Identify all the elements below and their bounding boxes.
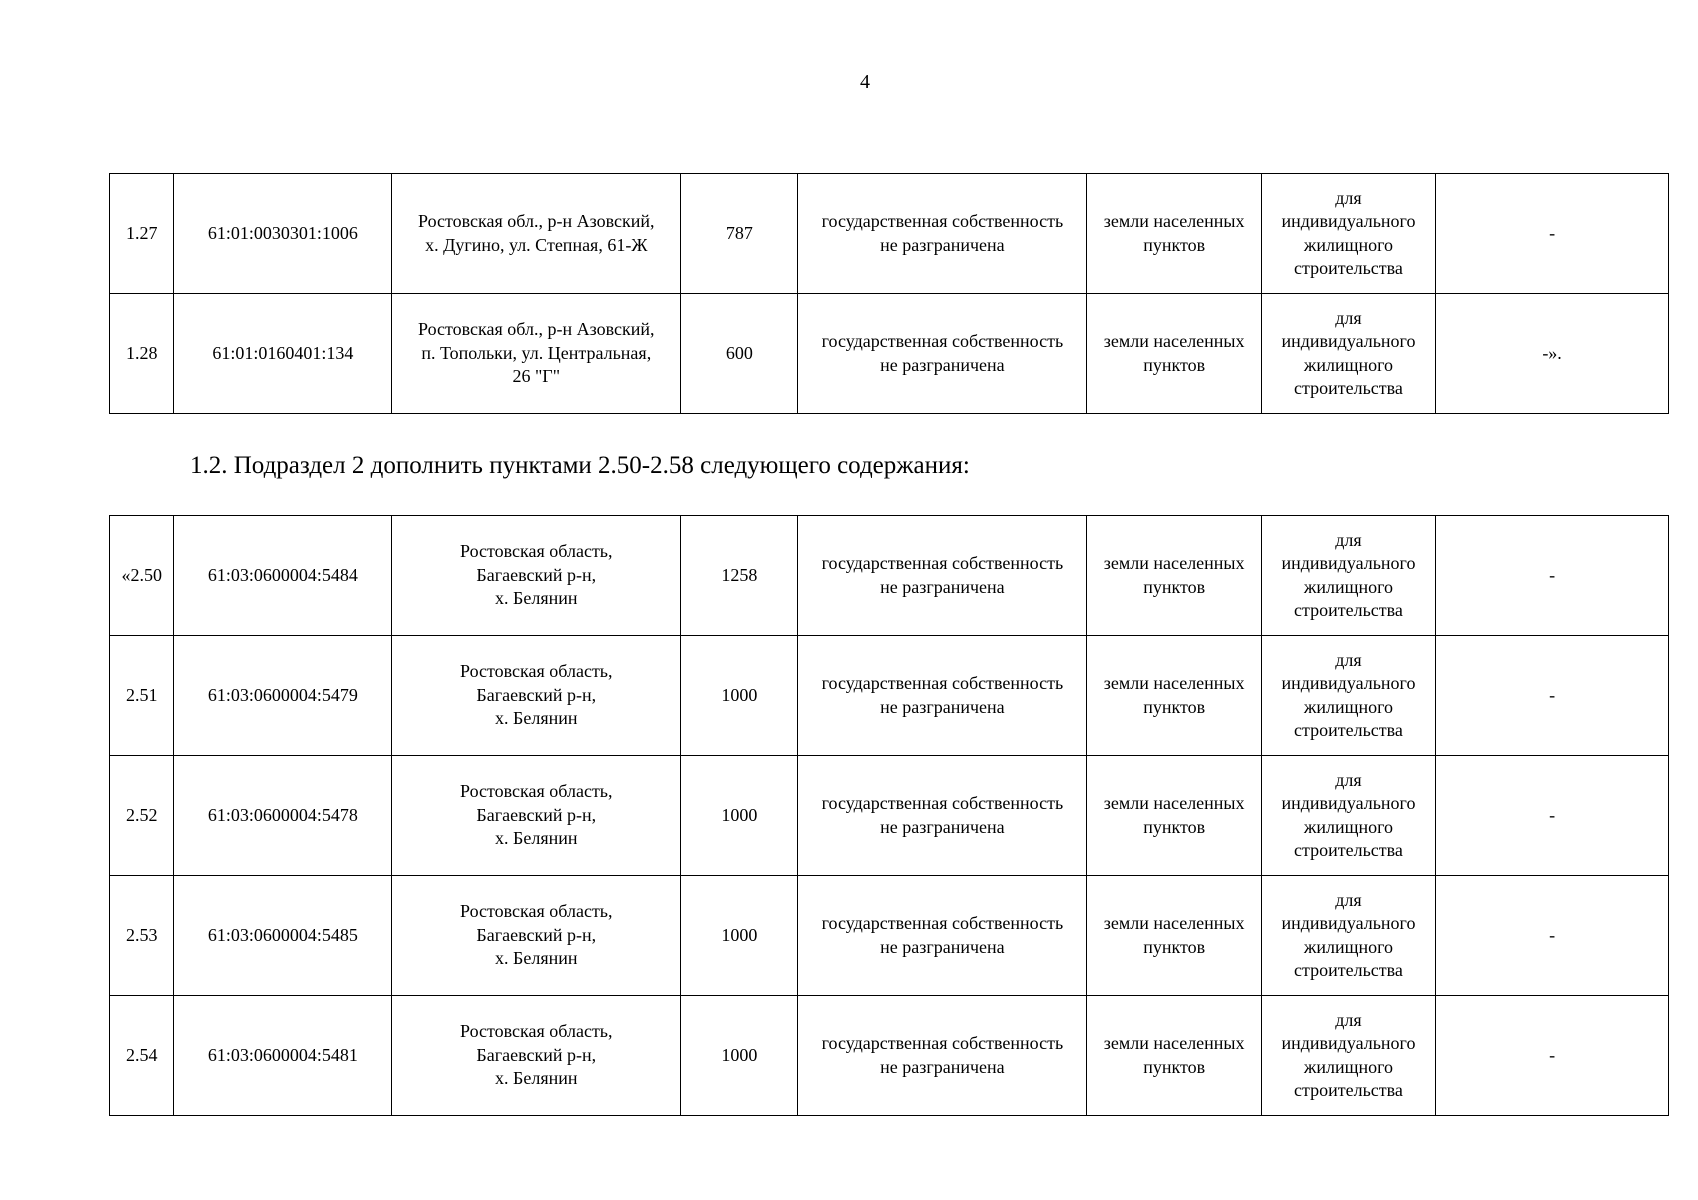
address-line: Ростовская область, — [460, 901, 613, 922]
note-cell: - — [1436, 876, 1669, 996]
address-line: Ростовская область, — [460, 661, 613, 682]
address-line: х. Белянин — [495, 828, 578, 849]
ownership-cell — [798, 174, 1087, 294]
table-body-bottom — [110, 516, 1669, 1116]
land-category-cell — [1087, 516, 1261, 636]
address-line: Багаевский р-н, — [476, 1044, 597, 1065]
address-cell — [392, 876, 681, 996]
note-cell: - — [1436, 756, 1669, 876]
note-cell: - — [1436, 516, 1669, 636]
note-cell: -». — [1436, 294, 1669, 414]
land-category-cell — [1087, 636, 1261, 756]
cadastral-number-cell: 61:03:0600004:5479 — [174, 636, 392, 756]
address-line: х. Белянин — [495, 948, 578, 969]
table-row — [110, 516, 1669, 636]
permitted-use-line: жилищного — [1303, 234, 1394, 255]
permitted-use-line: строительства — [1294, 600, 1403, 620]
row-number-cell: 2.54 — [110, 996, 174, 1116]
permitted-use-line: жилищного — [1303, 816, 1394, 837]
ownership-line: не разграничена — [880, 576, 1005, 597]
ownership-line: государственная собственность — [821, 331, 1064, 351]
address-cell — [392, 636, 681, 756]
permitted-use-line: строительства — [1294, 1080, 1403, 1100]
ownership-line: государственная собственность — [821, 793, 1064, 813]
area-cell: 1000 — [681, 876, 798, 996]
table-row — [110, 174, 1669, 294]
ownership-cell — [798, 294, 1087, 414]
land-category-line: пунктов — [1143, 354, 1206, 375]
land-category-line: пунктов — [1143, 816, 1206, 837]
note-cell: - — [1436, 636, 1669, 756]
permitted-use-cell — [1261, 294, 1435, 414]
land-category-cell — [1087, 876, 1261, 996]
permitted-use-line: строительства — [1294, 720, 1403, 740]
permitted-use-line: для — [1335, 769, 1362, 790]
address-line: 26 "Г" — [512, 366, 561, 387]
permitted-use-line: строительства — [1294, 840, 1403, 860]
land-category-line: земли населенных — [1103, 913, 1245, 933]
ownership-cell — [798, 516, 1087, 636]
address-line: Ростовская обл., р-н Азовский, — [418, 211, 655, 231]
address-line: Багаевский р-н, — [476, 924, 597, 945]
table-body-top — [110, 174, 1669, 414]
permitted-use-line: жилищного — [1303, 354, 1394, 375]
land-category-line: земли населенных — [1103, 673, 1245, 693]
page-number: 4 — [860, 71, 870, 93]
land-category-line: пунктов — [1143, 1056, 1206, 1077]
address-line: х. Белянин — [495, 1068, 578, 1089]
address-line: п. Топольки, ул. Центральная, — [421, 342, 652, 363]
permitted-use-line: индивидуального — [1281, 793, 1416, 813]
land-category-line: пунктов — [1143, 234, 1206, 255]
row-number-cell: 2.53 — [110, 876, 174, 996]
address-line: х. Белянин — [495, 588, 578, 609]
permitted-use-line: жилищного — [1303, 576, 1394, 597]
note-cell: - — [1436, 174, 1669, 294]
row-number-cell: «2.50 — [110, 516, 174, 636]
ownership-line: не разграничена — [880, 234, 1005, 255]
permitted-use-line: для — [1335, 1009, 1362, 1030]
address-cell — [392, 756, 681, 876]
area-cell: 787 — [681, 174, 798, 294]
permitted-use-line: для — [1335, 649, 1362, 670]
land-category-line: земли населенных — [1103, 331, 1245, 351]
permitted-use-line: индивидуального — [1281, 913, 1416, 933]
address-cell — [392, 294, 681, 414]
land-category-cell — [1087, 174, 1261, 294]
permitted-use-line: жилищного — [1303, 696, 1394, 717]
address-line: Ростовская обл., р-н Азовский, — [418, 319, 655, 340]
ownership-line: государственная собственность — [821, 673, 1064, 693]
ownership-line: не разграничена — [880, 1056, 1005, 1077]
address-line: Багаевский р-н, — [476, 804, 597, 825]
address-line: Багаевский р-н, — [476, 564, 597, 585]
table-row — [110, 756, 1669, 876]
address-line: х. Белянин — [495, 708, 578, 729]
permitted-use-line: жилищного — [1303, 936, 1394, 957]
table-row — [110, 294, 1669, 414]
address-line: х. Дугино, ул. Степная, 61-Ж — [425, 234, 648, 255]
permitted-use-line: индивидуального — [1281, 211, 1416, 231]
address-cell — [392, 174, 681, 294]
permitted-use-cell — [1261, 516, 1435, 636]
table-row — [110, 876, 1669, 996]
permitted-use-line: индивидуального — [1281, 331, 1416, 351]
cadastral-number-cell: 61:03:0600004:5478 — [174, 756, 392, 876]
table-row — [110, 996, 1669, 1116]
cadastral-number-cell: 61:01:0030301:1006 — [174, 174, 392, 294]
row-number-cell: 2.51 — [110, 636, 174, 756]
permitted-use-cell — [1261, 996, 1435, 1116]
area-cell: 1000 — [681, 756, 798, 876]
address-cell — [392, 996, 681, 1116]
land-category-line: пунктов — [1143, 936, 1206, 957]
permitted-use-line: для — [1335, 307, 1362, 328]
permitted-use-cell — [1261, 636, 1435, 756]
ownership-line: не разграничена — [880, 354, 1005, 375]
permitted-use-line: строительства — [1294, 258, 1403, 278]
ownership-line: не разграничена — [880, 936, 1005, 957]
land-category-cell — [1087, 294, 1261, 414]
table-row — [110, 636, 1669, 756]
permitted-use-line: индивидуального — [1281, 673, 1416, 693]
permitted-use-line: для — [1335, 187, 1362, 208]
ownership-line: не разграничена — [880, 816, 1005, 837]
cadastral-number-cell: 61:01:0160401:134 — [174, 294, 392, 414]
address-cell — [392, 516, 681, 636]
row-number-cell: 1.27 — [110, 174, 174, 294]
address-line: Ростовская область, — [460, 781, 613, 802]
permitted-use-line: для — [1335, 529, 1362, 550]
permitted-use-line: строительства — [1294, 960, 1403, 980]
area-cell: 1000 — [681, 996, 798, 1116]
cadastral-number-cell: 61:03:0600004:5485 — [174, 876, 392, 996]
land-category-cell — [1087, 996, 1261, 1116]
permitted-use-line: строительства — [1294, 378, 1403, 398]
ownership-line: не разграничена — [880, 696, 1005, 717]
land-category-line: пунктов — [1143, 576, 1206, 597]
land-category-line: земли населенных — [1103, 793, 1245, 813]
permitted-use-line: для — [1335, 889, 1362, 910]
permitted-use-line: жилищного — [1303, 1056, 1394, 1077]
ownership-line: государственная собственность — [821, 913, 1064, 933]
permitted-use-cell — [1261, 876, 1435, 996]
land-category-line: пунктов — [1143, 696, 1206, 717]
land-category-line: земли населенных — [1103, 211, 1245, 231]
ownership-cell — [798, 876, 1087, 996]
row-number-cell: 1.28 — [110, 294, 174, 414]
ownership-line: государственная собственность — [821, 1033, 1064, 1053]
land-plots-table-top — [109, 173, 1669, 414]
amendment-paragraph: 1.2. Подраздел 2 дополнить пунктами 2.50-2.58 следующего содержания: — [190, 452, 970, 479]
note-cell: - — [1436, 996, 1669, 1116]
row-number-cell: 2.52 — [110, 756, 174, 876]
ownership-line: государственная собственность — [821, 211, 1064, 231]
ownership-cell — [798, 996, 1087, 1116]
ownership-line: государственная собственность — [821, 553, 1064, 573]
cadastral-number-cell: 61:03:0600004:5481 — [174, 996, 392, 1116]
area-cell: 600 — [681, 294, 798, 414]
land-plots-table-bottom — [109, 515, 1669, 1116]
area-cell: 1258 — [681, 516, 798, 636]
land-category-cell — [1087, 756, 1261, 876]
permitted-use-line: индивидуального — [1281, 553, 1416, 573]
permitted-use-cell — [1261, 756, 1435, 876]
ownership-cell — [798, 636, 1087, 756]
permitted-use-line: индивидуального — [1281, 1033, 1416, 1053]
permitted-use-cell — [1261, 174, 1435, 294]
land-category-line: земли населенных — [1103, 1033, 1245, 1053]
ownership-cell — [798, 756, 1087, 876]
area-cell: 1000 — [681, 636, 798, 756]
cadastral-number-cell: 61:03:0600004:5484 — [174, 516, 392, 636]
land-category-line: земли населенных — [1103, 553, 1245, 573]
address-line: Ростовская область, — [460, 1021, 613, 1042]
address-line: Багаевский р-н, — [476, 684, 597, 705]
address-line: Ростовская область, — [460, 541, 613, 562]
